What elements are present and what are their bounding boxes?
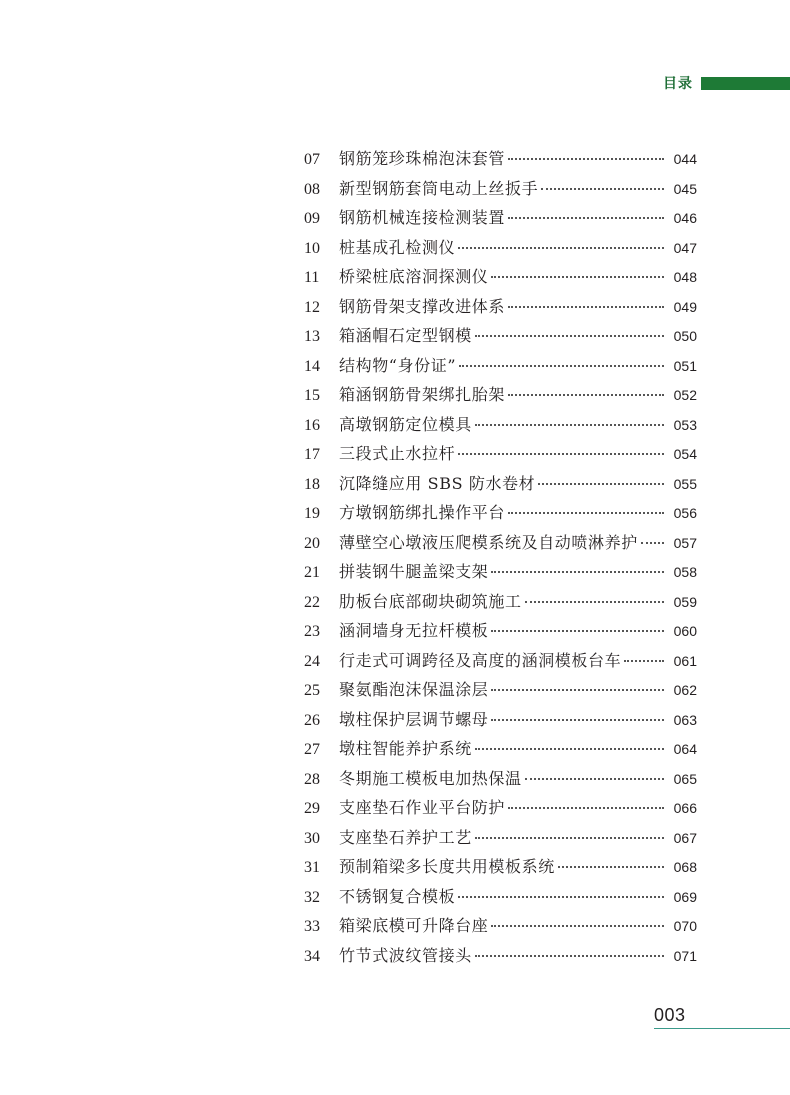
table-of-contents: [304, 144, 697, 970]
toc-entry-page: 065: [673, 770, 697, 787]
toc-entry-title: 箱梁底模可升降台座: [339, 916, 489, 935]
toc-dot-leader: [541, 187, 664, 190]
toc-entry-number: 15: [304, 387, 320, 404]
toc-entry-page: 067: [673, 829, 697, 846]
toc-entry-number: 09: [304, 210, 320, 227]
toc-entry-number: 14: [304, 357, 320, 375]
toc-entry[interactable]: [304, 734, 697, 764]
toc-entry-title: 冬期施工模板电加热保温: [339, 768, 522, 788]
toc-entry-number: 12: [304, 298, 320, 316]
toc-entry-title: 钢筋机械连接检测装置: [339, 208, 506, 227]
toc-entry[interactable]: [304, 823, 697, 853]
toc-dot-leader: [558, 865, 664, 868]
toc-entry-page: 058: [673, 564, 697, 580]
toc-entry-page: 060: [673, 623, 697, 639]
toc-dot-leader: [475, 747, 664, 750]
toc-entry[interactable]: [304, 439, 697, 469]
toc-entry-title: 肋板台底部砌块砌筑施工: [339, 591, 522, 611]
page-number: 003: [654, 1005, 686, 1025]
toc-dot-leader: [538, 482, 664, 485]
section-accent-bar: [701, 77, 790, 90]
toc-dot-leader: [491, 629, 664, 632]
toc-entry[interactable]: [304, 469, 697, 499]
toc-dot-leader: [459, 364, 664, 367]
toc-dot-leader: [491, 275, 664, 278]
toc-entry-number: 18: [304, 475, 320, 493]
toc-entry-number: 32: [304, 888, 320, 906]
toc-dot-leader: [508, 216, 664, 219]
toc-dot-leader: [475, 334, 664, 337]
toc-entry-number: 17: [304, 446, 320, 463]
toc-entry-number: 10: [304, 239, 320, 257]
toc-entry-number: 26: [304, 711, 320, 729]
toc-entry-title: 墩柱智能养护系统: [339, 739, 472, 758]
toc-dot-leader: [624, 659, 664, 662]
toc-entry-page: 061: [673, 652, 697, 669]
toc-entry-page: 071: [673, 947, 697, 964]
toc-entry-page: 044: [673, 151, 697, 167]
toc-entry[interactable]: [304, 616, 697, 646]
toc-entry-number: 16: [304, 416, 320, 434]
toc-entry-page: 062: [673, 682, 697, 698]
toc-entry[interactable]: [304, 144, 697, 174]
toc-dot-leader: [458, 452, 664, 455]
toc-entry-page: 068: [673, 859, 697, 875]
toc-entry-title: 箱涵帽石定型钢模: [339, 326, 472, 345]
toc-entry-page: 048: [673, 269, 697, 285]
toc-entry-title: 高墩钢筋定位模具: [339, 414, 472, 434]
toc-entry[interactable]: [304, 203, 697, 233]
toc-entry-page: 055: [673, 475, 697, 492]
toc-entry[interactable]: [304, 233, 697, 263]
toc-entry[interactable]: [304, 380, 697, 410]
toc-entry-title: 支座垫石养护工艺: [339, 827, 472, 847]
toc-dot-leader: [508, 157, 664, 160]
toc-entry[interactable]: [304, 852, 697, 882]
toc-entry-page: 066: [673, 800, 697, 816]
toc-entry-title: 桥梁桩底溶洞探测仪: [339, 267, 489, 286]
toc-entry[interactable]: [304, 646, 697, 676]
toc-dot-leader: [475, 836, 664, 839]
toc-entry[interactable]: [304, 174, 697, 204]
toc-entry-title: 结构物“身份证”: [339, 355, 457, 375]
toc-entry[interactable]: [304, 882, 697, 912]
toc-entry-number: 19: [304, 505, 320, 522]
toc-entry-number: 28: [304, 770, 320, 788]
toc-entry-number: 24: [304, 652, 320, 670]
toc-entry-page: 049: [673, 298, 697, 315]
toc-entry-title: 不锈钢复合模板: [339, 886, 456, 906]
toc-dot-leader: [508, 393, 664, 396]
toc-dot-leader: [458, 246, 664, 249]
toc-entry[interactable]: [304, 705, 697, 735]
toc-entry[interactable]: [304, 410, 697, 440]
toc-entry-number: 31: [304, 859, 320, 876]
toc-entry-page: 052: [673, 387, 697, 403]
toc-dot-leader: [475, 423, 664, 426]
toc-entry[interactable]: [304, 587, 697, 617]
toc-entry-number: 29: [304, 800, 320, 817]
toc-entry-title: 沉降缝应用 SBS 防水卷材: [339, 473, 536, 493]
toc-entry-title: 聚氨酯泡沫保温涂层: [339, 680, 489, 699]
toc-entry[interactable]: [304, 292, 697, 322]
toc-entry-page: 045: [673, 180, 697, 197]
toc-entry[interactable]: [304, 941, 697, 971]
toc-entry-number: 33: [304, 918, 320, 935]
toc-entry-number: 07: [304, 151, 320, 168]
toc-entry-page: 047: [673, 239, 697, 256]
toc-dot-leader: [475, 954, 664, 957]
toc-entry-page: 050: [673, 328, 697, 344]
toc-entry[interactable]: [304, 351, 697, 381]
toc-dot-leader: [491, 718, 664, 721]
toc-entry-page: 069: [673, 888, 697, 905]
section-title: 目录: [663, 76, 693, 92]
toc-entry-title: 墩柱保护层调节螺母: [339, 709, 489, 729]
toc-dot-leader: [641, 541, 664, 544]
toc-entry-page: 063: [673, 711, 697, 728]
toc-dot-leader: [491, 688, 664, 691]
toc-entry-number: 25: [304, 682, 320, 699]
toc-entry-number: 34: [304, 947, 320, 965]
toc-entry-title: 箱涵钢筋骨架绑扎胎架: [339, 385, 506, 404]
toc-dot-leader: [508, 806, 664, 809]
toc-entry[interactable]: [304, 262, 697, 292]
toc-entry-page: 053: [673, 416, 697, 433]
toc-entry-number: 11: [304, 269, 320, 286]
toc-entry-title: 竹节式波纹管接头: [339, 945, 472, 965]
toc-dot-leader: [491, 570, 664, 573]
toc-entry-number: 20: [304, 534, 320, 552]
toc-dot-leader: [525, 777, 664, 780]
toc-entry-title: 新型钢筋套筒电动上丝扳手: [339, 178, 539, 198]
toc-entry[interactable]: [304, 675, 697, 705]
toc-entry-number: 13: [304, 328, 320, 345]
toc-entry[interactable]: [304, 764, 697, 794]
toc-entry-page: 057: [673, 534, 697, 551]
toc-entry-page: 059: [673, 593, 697, 610]
toc-entry-title: 涵洞墙身无拉杆模板: [339, 621, 489, 640]
toc-entry-page: 054: [673, 446, 697, 462]
toc-entry-number: 08: [304, 180, 320, 198]
toc-dot-leader: [458, 895, 664, 898]
toc-entry-title: 钢筋骨架支撑改进体系: [339, 296, 506, 316]
toc-entry-page: 051: [673, 357, 697, 374]
toc-entry-page: 064: [673, 741, 697, 757]
toc-entry-title: 桩基成孔检测仪: [339, 237, 456, 257]
toc-entry-number: 22: [304, 593, 320, 611]
toc-entry[interactable]: [304, 321, 697, 351]
toc-entry-number: 23: [304, 623, 320, 640]
toc-entry-title: 支座垫石作业平台防护: [339, 798, 506, 817]
toc-dot-leader: [508, 305, 664, 308]
section-header: [663, 74, 790, 92]
toc-entry-title: 三段式止水拉杆: [339, 444, 456, 463]
toc-entry-title: 行走式可调跨径及高度的涵洞模板台车: [339, 650, 622, 670]
page-number-rule: [654, 1028, 790, 1029]
toc-entry[interactable]: [304, 793, 697, 823]
toc-entry-number: 21: [304, 564, 320, 581]
toc-dot-leader: [525, 600, 664, 603]
toc-entry-number: 27: [304, 741, 320, 758]
toc-entry[interactable]: [304, 528, 697, 558]
toc-dot-leader: [491, 924, 664, 927]
toc-dot-leader: [508, 511, 664, 514]
toc-entry-number: 30: [304, 829, 320, 847]
toc-entry-page: 046: [673, 210, 697, 226]
toc-entry-title: 预制箱梁多长度共用模板系统: [339, 857, 555, 876]
toc-entry-page: 070: [673, 918, 697, 934]
toc-entry[interactable]: [304, 557, 697, 587]
toc-entry-title: 薄壁空心墩液压爬模系统及自动喷淋养护: [339, 532, 638, 552]
toc-entry-page: 056: [673, 505, 697, 521]
toc-entry-title: 钢筋笼珍珠棉泡沫套管: [339, 149, 506, 168]
toc-entry-title: 拼装钢牛腿盖梁支架: [339, 562, 489, 581]
toc-entry-title: 方墩钢筋绑扎操作平台: [339, 503, 506, 522]
toc-entry[interactable]: [304, 498, 697, 528]
toc-entry[interactable]: [304, 911, 697, 941]
